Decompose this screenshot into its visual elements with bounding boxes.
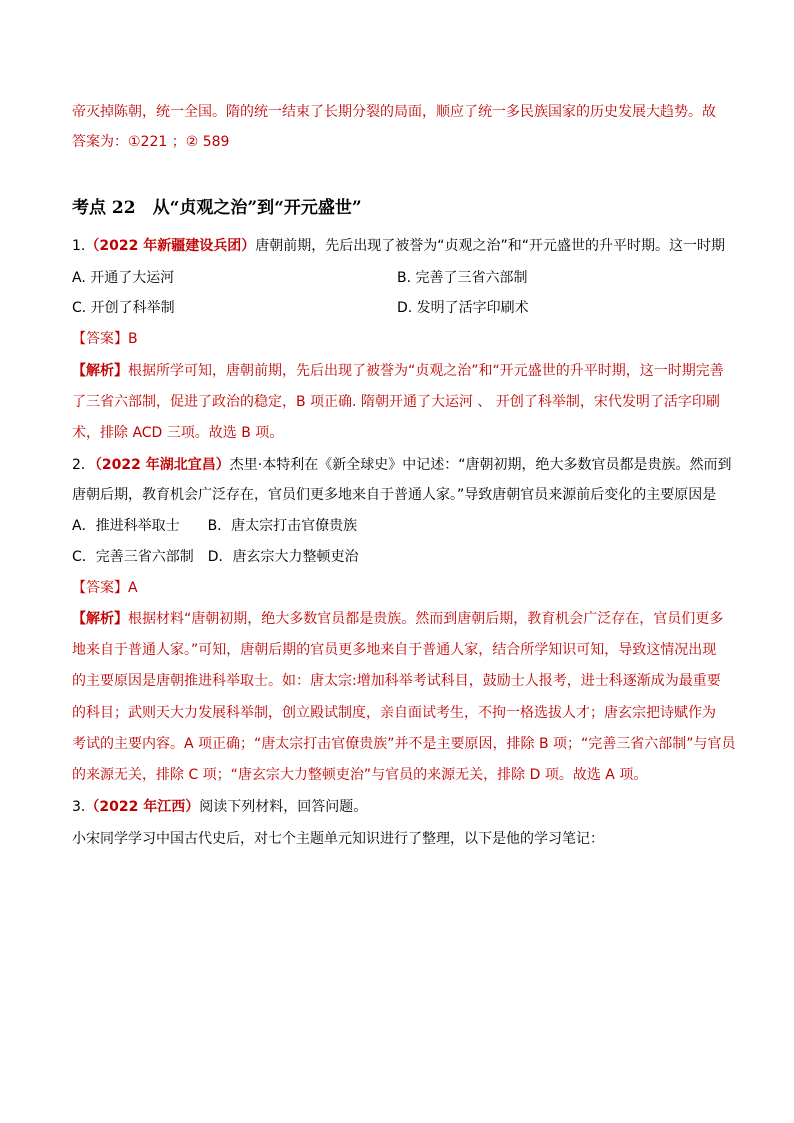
- q1-stem-line: [72, 236, 725, 256]
- q2-number: 2．: [72, 457, 95, 473]
- q1-options-row-2: [72, 298, 722, 318]
- q1-source: （2022 年新疆建设兵团）: [85, 238, 256, 254]
- q2-answer: 【答案】A: [72, 580, 138, 596]
- q3-note: 小宋同学学习中国古代史后，对七个主题单元知识进行了整理，以下是他的学习笔记：: [72, 831, 604, 847]
- q1-option-b: B. 完善了三省六部制: [397, 270, 528, 286]
- q2-analysis-text-1: 根据材料“唐朝初期，绝大多数官员都是贵族。然而到唐朝后期，教育机会广泛存在，官员们更多: [128, 611, 724, 627]
- q3-number: 3.: [72, 799, 86, 815]
- q1-options-row-1: [72, 268, 722, 288]
- q3-stem-line: [72, 797, 367, 817]
- q1-option-d: D. 发明了活字印刷术: [397, 300, 529, 316]
- q2-stem-line-2: 唐朝后期，教育机会广泛存在，官员们更多地来自于普通人家。”导致唐朝官员来源前后变化的主要原因是: [72, 487, 717, 503]
- q2-options-ab: A．推进科举取士 B．唐太宗打击官僚贵族: [72, 518, 358, 534]
- q2-analysis-line-6: 的来源无关，排除 C 项；“唐玄宗大力整顿吏治”与官员的来源无关，排除 D 项。故选 A 项。: [72, 767, 648, 783]
- q1-option-a: A. 开通了大运河: [72, 270, 175, 286]
- q1-analysis-text-1: 根据所学可知，唐朝前期，先后出现了被誉为“贞观之治”和“开元盛世的升平时期，这一时期完善: [128, 363, 724, 379]
- intro-line-1: 帝灭掉陈朝，统一全国。隋的统一结束了长期分裂的局面，顺应了统一多民族国家的历史发展大趋势。故: [72, 104, 716, 120]
- q2-analysis-line-3: 的主要原因是唐朝推进科举取士。如：唐太宗:增加科举考试科目，鼓励士人报考，进士科逐渐成为最重要: [72, 673, 721, 689]
- q2-stem-line-1: [72, 455, 731, 475]
- q1-analysis-line-1: [72, 361, 724, 381]
- q1-number: 1.: [72, 238, 86, 254]
- q3-stem: 阅读下列材料，回答问题。: [199, 799, 368, 815]
- q2-stem-1: 杰里·本特利在《新全球史》中记述：“唐朝初期，绝大多数官员都是贵族。然而到: [229, 457, 732, 473]
- q1-option-c: C. 开创了科举制: [72, 300, 175, 316]
- q2-analysis-line-5: 考试的主要内容。A 项正确；“唐太宗打击官僚贵族”并不是主要原因，排除 B 项；“完善三省六部制”与官员: [72, 736, 736, 752]
- q3-source: （2022 年江西）: [85, 799, 200, 815]
- q2-source: （2022 年湖北宜昌）: [94, 457, 230, 473]
- q1-stem: 唐朝前期，先后出现了被誉为“贞观之治”和“开元盛世的升平时期。这一时期: [255, 238, 725, 254]
- section-title: 考点 22 从“贞观之治”到“开元盛世”: [72, 198, 362, 218]
- q1-analysis-tag: 【解析】: [72, 363, 128, 379]
- q2-analysis-tag: 【解析】: [72, 611, 128, 627]
- q1-analysis-line-2: 了三省六部制，促进了政治的稳定，B 项正确. 隋朝开通了大运河 、 开创了科举制，宋代发明了活字印刷: [72, 394, 720, 410]
- q2-analysis-line-4: 的科目；武则天大力发展科举制，创立殿试制度，亲自面试考生，不拘一格选拔人才；唐玄宗把诗赋作为: [72, 705, 716, 721]
- q2-analysis-line-2: 地来自于普通人家。”可知，唐朝后期的官员更多地来自于普通人家，结合所学知识可知，导致这情况出现: [72, 642, 717, 658]
- q2-analysis-line-1: [72, 609, 723, 629]
- q1-analysis-line-3: 术，排除 ACD 三项。故选 B 项。: [72, 425, 284, 441]
- intro-line-2: 答案为：①221 ；② 589: [72, 134, 230, 150]
- q2-options-cd: C．完善三省六部制 D．唐玄宗大力整顿吏治: [72, 549, 359, 565]
- q1-answer: 【答案】B: [72, 331, 138, 347]
